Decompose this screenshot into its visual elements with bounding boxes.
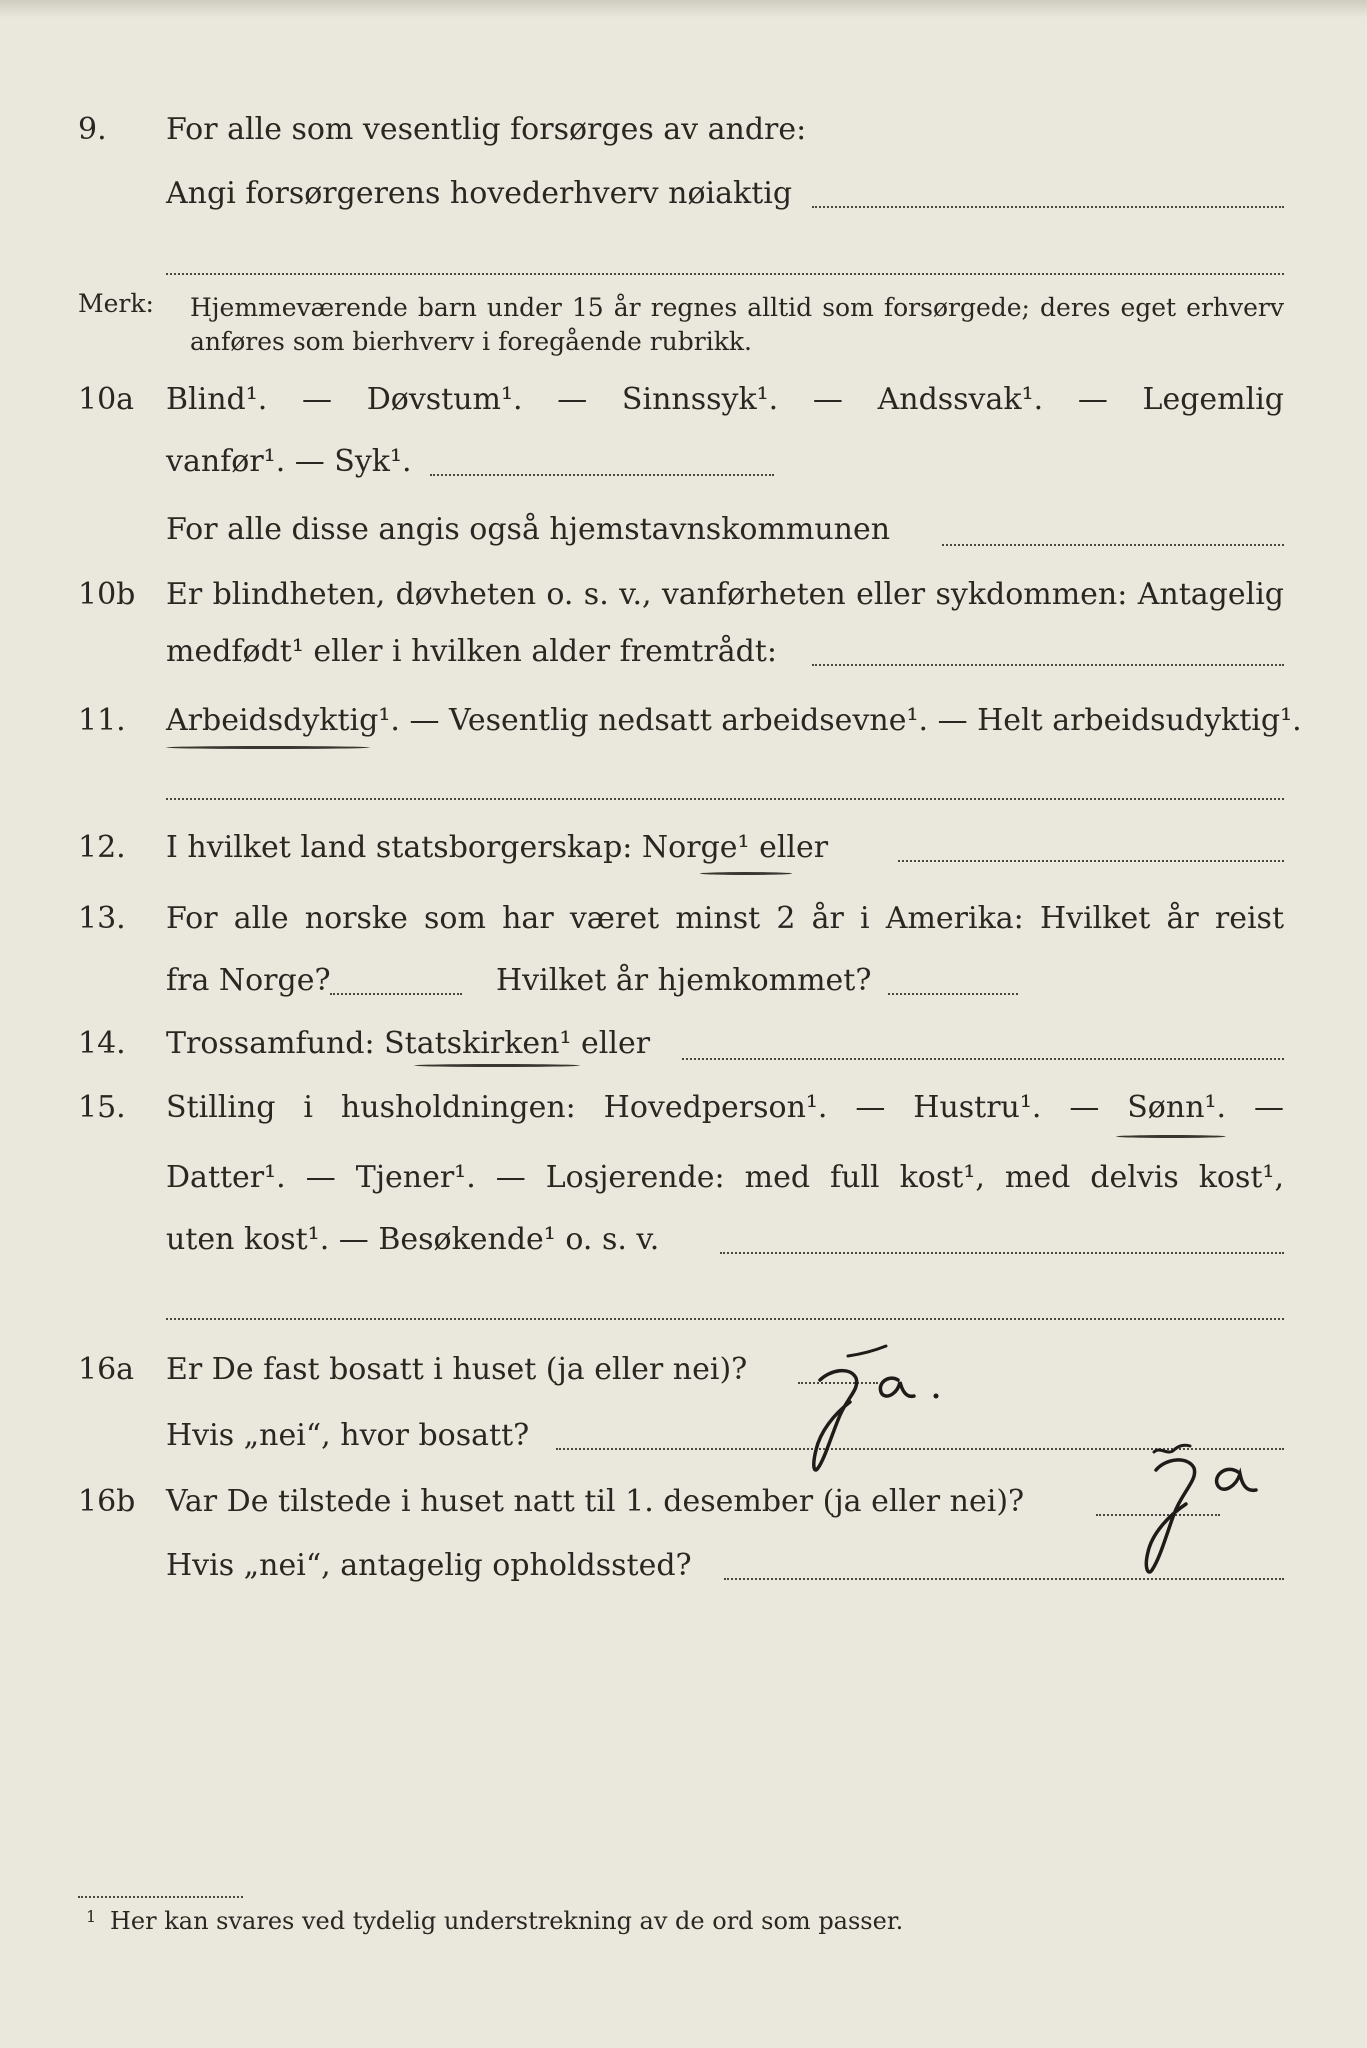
question-text: Trossamfund: Statskirken¹ eller	[166, 1026, 651, 1061]
question-text: vanfør¹. — Syk¹.	[166, 444, 412, 479]
question-15-line3	[0, 1210, 1367, 1270]
question-10b-line2	[0, 622, 1367, 682]
question-10a-line2	[0, 432, 1367, 492]
question-9-row	[0, 100, 1367, 160]
question-text: fra Norge?	[166, 963, 331, 998]
question-text: For alle som vesentlig forsørges av andre:	[166, 112, 807, 147]
question-text: Angi forsørgerens hovederhverv nøiaktig	[166, 176, 793, 211]
answer-line	[898, 860, 1284, 862]
question-12-row	[0, 818, 1367, 878]
footnote-rule	[78, 1896, 243, 1898]
page-top-edge	[0, 0, 1367, 18]
question-text: Hvilket år hjemkommet?	[496, 963, 872, 998]
question-number: 10b	[78, 577, 136, 612]
question-text: Stilling i husholdningen: Hovedperson¹. — Hustru¹. — Sønn¹. —	[166, 1090, 1284, 1125]
question-16a-row	[0, 1340, 1367, 1400]
footnote-marker: 1	[86, 1907, 97, 1926]
question-number: 11.	[78, 703, 126, 738]
question-number: 12.	[78, 830, 126, 865]
handwritten-answer-16a	[790, 1340, 960, 1480]
question-13-row	[0, 889, 1367, 949]
question-11-row	[0, 691, 1367, 751]
question-13-line2	[0, 951, 1367, 1011]
question-9-line2	[0, 164, 1367, 224]
answer-line	[812, 664, 1284, 666]
footnote	[86, 1906, 904, 1936]
note-text	[190, 291, 1284, 359]
handwritten-answer-16b	[1108, 1436, 1298, 1586]
question-text: Hvis „nei“, hvor bosatt?	[166, 1418, 530, 1453]
question-number: 15.	[78, 1090, 126, 1125]
question-number: 10a	[78, 382, 135, 417]
question-text: Var De tilstede i huset natt til 1. desember (ja eller nei)?	[166, 1484, 1025, 1519]
question-text: medfødt¹ eller i hvilken alder fremtrådt:	[166, 634, 777, 669]
question-text: Er De fast bosatt i huset (ja eller nei)?	[166, 1352, 748, 1387]
question-text: Arbeidsdyktig¹. — Vesentlig nedsatt arbeidsevne¹. — Helt arbeidsudyktig¹.	[166, 703, 1302, 738]
question-text: Blind¹. — Døvstum¹. — Sinnssyk¹. — Andssvak¹. — Legemlig	[166, 382, 1284, 417]
note-label: Merk:	[78, 289, 154, 318]
answer-line	[942, 544, 1284, 546]
question-text: Er blindheten, døvheten o. s. v., vanførheten eller sykdommen: Antagelig	[166, 577, 1284, 612]
note-line: Hjemmeværende barn under 15 år regnes alltid som forsørgede; deres eget erhverv	[190, 293, 1284, 322]
question-text: Hvis „nei“, antagelig opholdssted?	[166, 1548, 692, 1583]
question-text: For alle disse angis også hjemstavnskommunen	[166, 512, 891, 547]
question-number: 14.	[78, 1026, 126, 1061]
answer-line	[812, 206, 1284, 208]
question-number: 9.	[78, 112, 107, 147]
question-number: 13.	[78, 901, 126, 936]
answer-line	[166, 798, 1284, 800]
question-10b-row	[0, 565, 1367, 625]
question-10a-row	[0, 370, 1367, 430]
answer-line	[166, 273, 1284, 275]
question-text: I hvilket land statsborgerskap: Norge¹ eller	[166, 830, 829, 865]
answer-line	[682, 1058, 1284, 1060]
question-number: 16b	[78, 1484, 136, 1519]
question-number: 16a	[78, 1352, 135, 1387]
answer-line	[720, 1252, 1284, 1254]
footnote-text: Her kan svares ved tydelig understrekning av de ord som passer.	[110, 1907, 904, 1935]
question-15-row	[0, 1078, 1367, 1138]
question-text: For alle norske som har været minst 2 år i Amerika: Hvilket år reist	[166, 901, 1284, 936]
answer-line	[430, 474, 774, 476]
answer-underline	[166, 746, 370, 749]
question-14-row	[0, 1014, 1367, 1074]
question-10a-line3	[0, 500, 1367, 560]
question-text: uten kost¹. — Besøkende¹ o. s. v.	[166, 1222, 660, 1257]
answer-line	[888, 993, 1018, 995]
note-line: anføres som bierhverv i foregående rubrikk.	[190, 327, 752, 356]
answer-line	[166, 1318, 1284, 1320]
answer-underline	[414, 1064, 580, 1067]
question-15-line2	[0, 1148, 1367, 1208]
answer-underline	[700, 872, 792, 875]
answer-underline	[1116, 1135, 1226, 1138]
answer-line	[330, 993, 462, 995]
question-text: Datter¹. — Tjener¹. — Losjerende: med full kost¹, med delvis kost¹,	[166, 1160, 1284, 1195]
